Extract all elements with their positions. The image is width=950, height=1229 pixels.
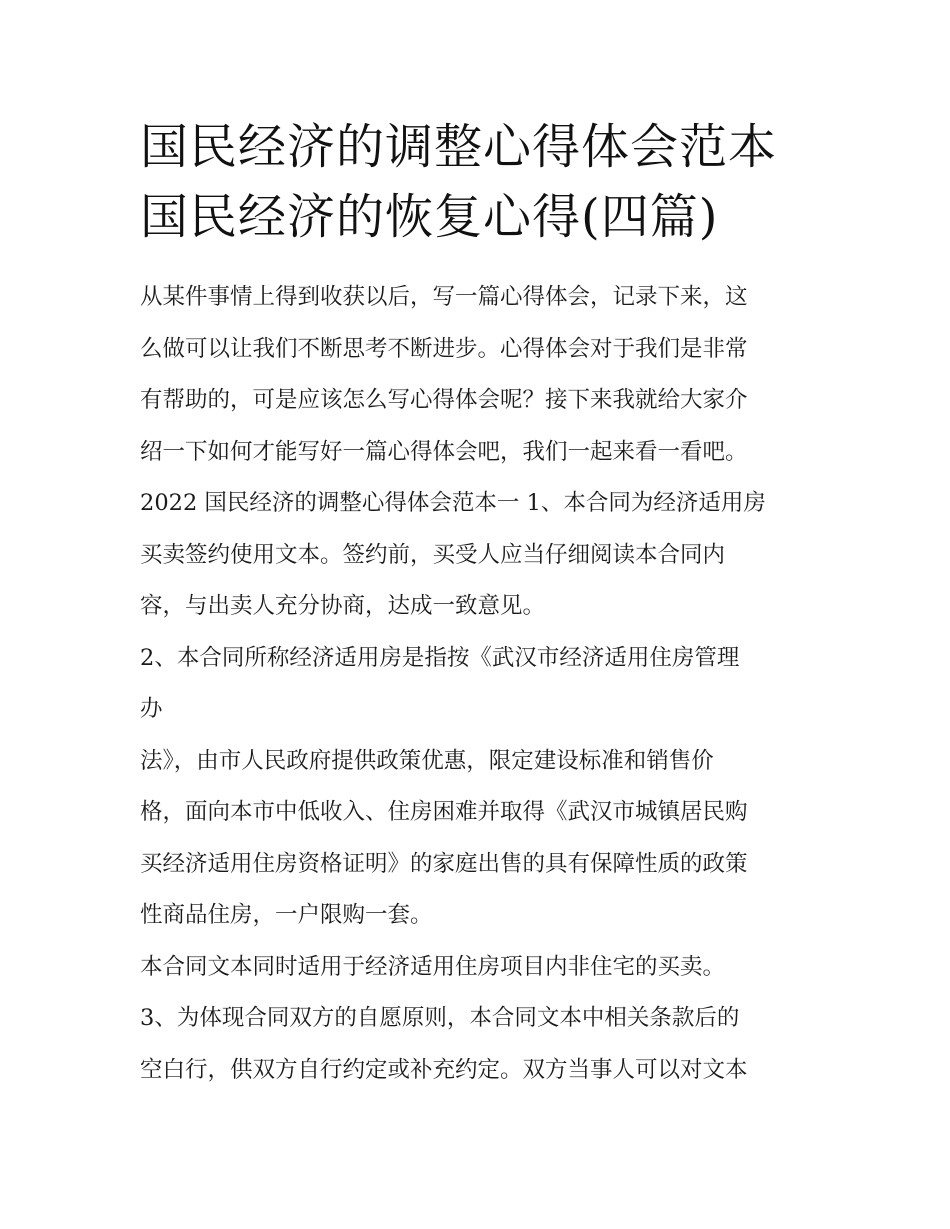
title-line: 国民经济的调整心得体会范本 — [140, 119, 778, 175]
body-line: 有帮助的，可是应该怎么写心得体会呢？接下来我就给大家介 — [140, 387, 748, 413]
body-line: 买经济适用住房资格证明》的家庭出售的具有保障性质的政策 — [140, 850, 748, 877]
document-content — [140, 112, 830, 1096]
body-line: 法》，由市人民政府提供政策优惠，限定建设标准和销售价 — [140, 747, 714, 774]
body-line: 2、本合同所称经济适用房是指按《武汉市经济适用住房管理 — [140, 644, 740, 671]
body-line: 从某件事情上得到收获以后，写一篇心得体会，记录下来，这 — [140, 284, 748, 310]
body-line: 么做可以让我们不断思考不断进步。心得体会对于我们是非常 — [140, 335, 748, 362]
body-line: 空白行，供双方自行约定或补充约定。双方当事人可以对文本 — [140, 1056, 748, 1083]
document-title — [140, 112, 830, 252]
body-line: 绍一下如何才能写好一篇心得体会吧，我们一起来看一看吧。 — [140, 438, 748, 465]
body-line: 格，面向本市中低收入、住房困难并取得《武汉市城镇居民购 — [140, 799, 748, 825]
document-body — [140, 272, 830, 1096]
body-line: 3、为体现合同双方的自愿原则，本合同文本中相关条款后的 — [140, 1005, 740, 1031]
body-line: 本合同文本同时适用于经济适用住房项目内非住宅的买卖。 — [140, 953, 726, 980]
body-line: 买卖签约使用文本。签约前，买受人应当仔细阅读本合同内 — [140, 541, 726, 568]
title-line: 国民经济的恢复心得(四篇) — [140, 189, 719, 245]
body-line: 办 — [140, 696, 163, 722]
body-line: 性商品住房，一户限购一套。 — [140, 902, 433, 928]
body-line: 容，与出卖人充分协商，达成一致意见。 — [140, 593, 546, 619]
body-line: 2022 国民经济的调整心得体会范本一 1、本合同为经济适用房 — [140, 490, 766, 516]
